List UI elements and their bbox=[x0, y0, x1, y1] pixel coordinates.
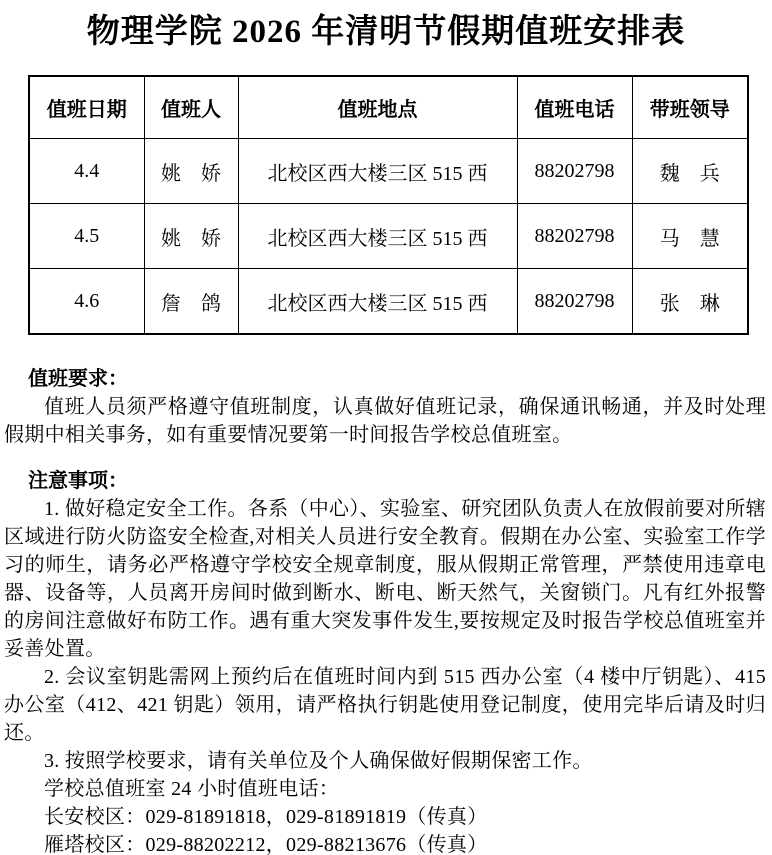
cell-duty-leader: 魏 兵 bbox=[632, 139, 748, 204]
cell-duty-date: 4.4 bbox=[29, 139, 144, 204]
table-row bbox=[29, 269, 748, 335]
cell-duty-location: 北校区西大楼三区 515 西 bbox=[238, 204, 517, 269]
cell-duty-location: 北校区西大楼三区 515 西 bbox=[238, 139, 517, 204]
table-row bbox=[29, 204, 748, 269]
column-header-duty-phone: 值班电话 bbox=[517, 76, 632, 139]
note-item-2: 2. 会议室钥匙需网上预约后在值班时间内到 515 西办公室（4 楼中厅钥匙）、415 办公室（412、421 钥匙）领用，请严格执行钥匙使用登记制度，使用完毕后请及时归还。 bbox=[4, 666, 766, 744]
duty-requirements-heading: 值班要求： bbox=[28, 368, 128, 390]
column-header-duty-leader: 带班领导 bbox=[632, 76, 748, 139]
duty-schedule-table bbox=[28, 75, 749, 335]
table-header-row bbox=[29, 76, 748, 139]
cell-duty-person: 姚 娇 bbox=[144, 139, 238, 204]
table-row bbox=[29, 139, 748, 204]
cell-duty-phone: 88202798 bbox=[517, 269, 632, 335]
hotline-changan-campus: 长安校区：029-81891818，029-81891819（传真） bbox=[44, 806, 488, 828]
cell-duty-leader: 张 琳 bbox=[632, 269, 748, 335]
duty-requirements-text: 值班人员须严格遵守值班制度，认真做好值班记录，确保通讯畅通，并及时处理假期中相关事务，如有重要情况要第一时间报告学校总值班室。 bbox=[4, 396, 766, 446]
hotline-title: 学校总值班室 24 小时值班电话： bbox=[44, 778, 340, 800]
cell-duty-person: 詹 鸽 bbox=[144, 269, 238, 335]
column-header-duty-location: 值班地点 bbox=[238, 76, 517, 139]
notes-heading: 注意事项： bbox=[28, 470, 128, 492]
note-item-1: 1. 做好稳定安全工作。各系（中心）、实验室、研究团队负责人在放假前要对所辖区域进行防火防盗安全检查,对相关人员进行安全教育。假期在办公室、实验室工作学习的师生，请务必严格遵守学校安全规章制度，服从假期正常管理，严禁使用违章电器、设备等，人员离开房间时做到断水、断电、断天然气，关窗锁门。凡有红外报警的房间注意做好布防工作。遇有重大突发事件发生,要按规定及时报告学校总值班室并妥善处置。 bbox=[4, 498, 766, 660]
cell-duty-date: 4.5 bbox=[29, 204, 144, 269]
column-header-duty-person: 值班人 bbox=[144, 76, 238, 139]
cell-duty-location: 北校区西大楼三区 515 西 bbox=[238, 269, 517, 335]
page-title: 物理学院 2026 年清明节假期值班安排表 bbox=[86, 14, 686, 50]
cell-duty-date: 4.6 bbox=[29, 269, 144, 335]
column-header-duty-date: 值班日期 bbox=[29, 76, 144, 139]
cell-duty-leader: 马 慧 bbox=[632, 204, 748, 269]
cell-duty-phone: 88202798 bbox=[517, 139, 632, 204]
cell-duty-person: 姚 娇 bbox=[144, 204, 238, 269]
notes-area bbox=[4, 365, 766, 855]
hotline-yanta-campus: 雁塔校区：029-88202212，029-88213676（传真） bbox=[44, 834, 488, 855]
note-item-3: 3. 按照学校要求，请有关单位及个人确保做好假期保密工作。 bbox=[44, 750, 593, 772]
cell-duty-phone: 88202798 bbox=[517, 204, 632, 269]
